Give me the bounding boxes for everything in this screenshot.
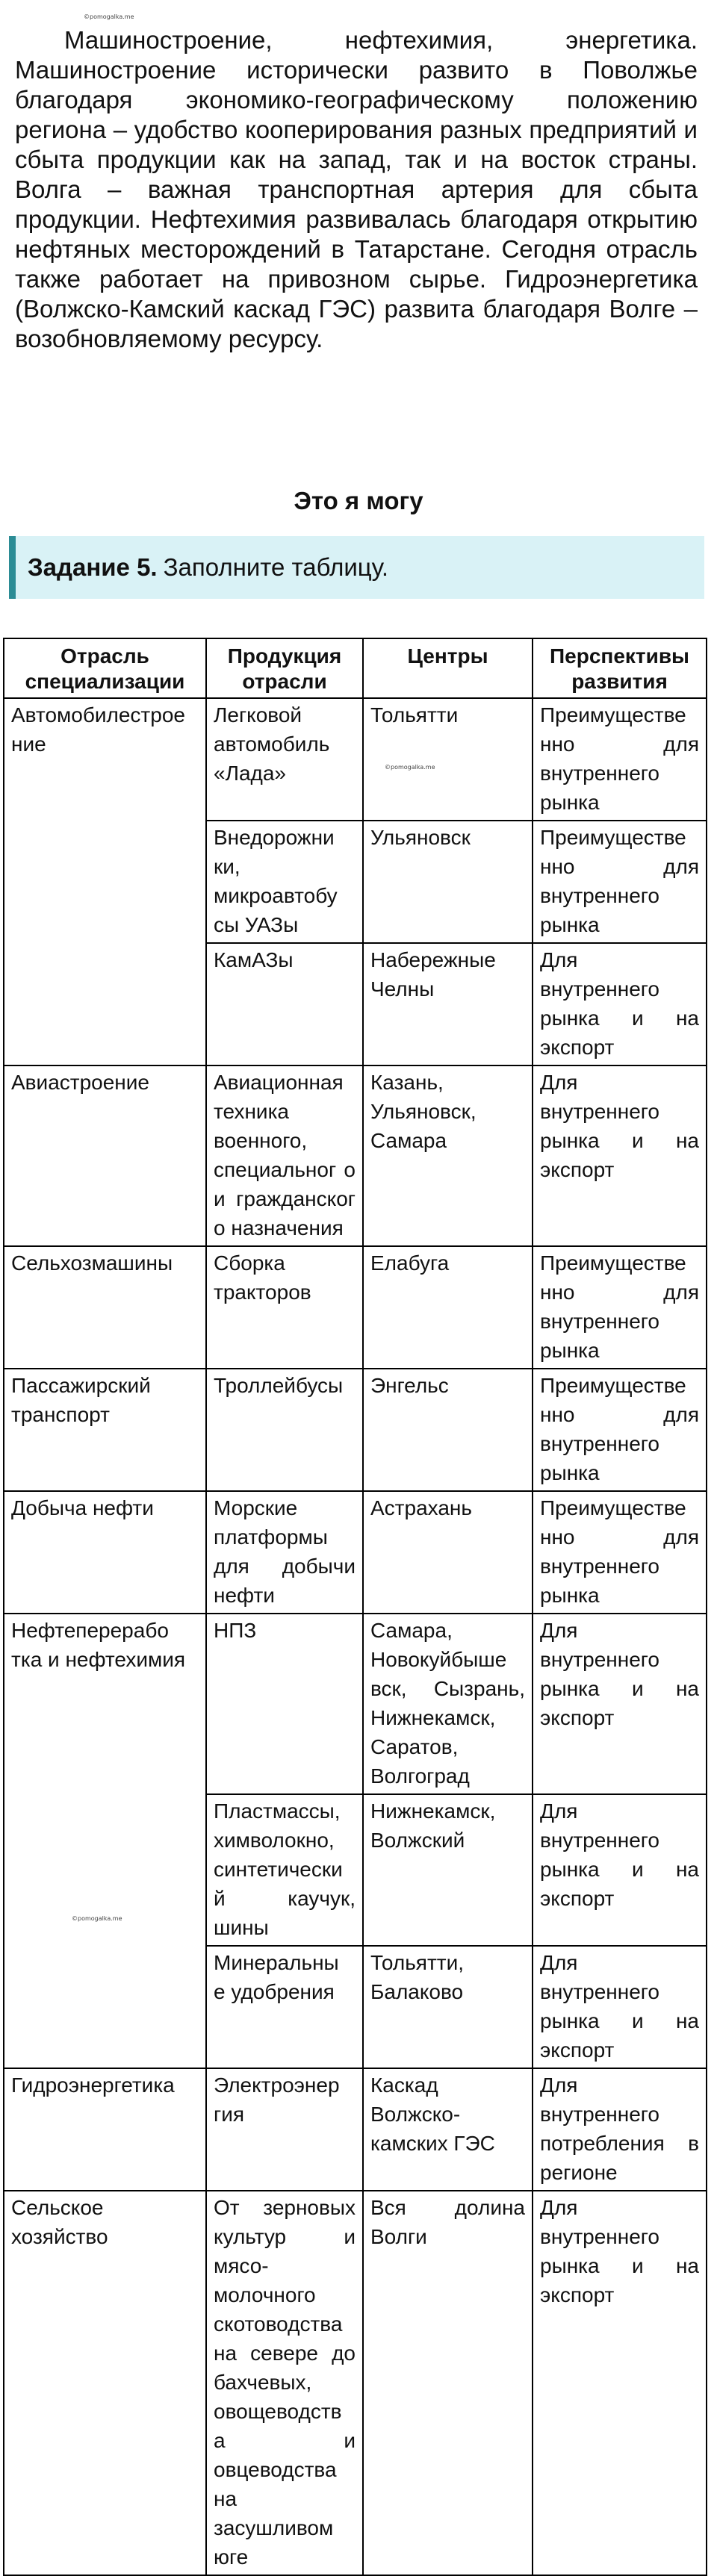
- table-cell: Для внутреннего рынка и на экспорт: [533, 1794, 707, 1946]
- table-cell: Преимуществе нно для внутреннего рынка: [533, 698, 707, 821]
- table-cell: Добыча нефти: [4, 1491, 206, 1614]
- table-cell: Сельское хозяйство: [4, 2191, 206, 2575]
- watermark-cell: ©pomogalka.me: [385, 764, 435, 771]
- table-cell: Казань, Ульяновск, Самара: [363, 1065, 533, 1246]
- table-cell: Преимуществе нно для внутреннего рынка: [533, 1246, 707, 1369]
- table-cell: Сельхозмашины: [4, 1246, 206, 1369]
- task-text: Заполните таблицу.: [163, 553, 389, 581]
- table-wrapper: [3, 638, 706, 2576]
- table-cell: Морские платформы для добычи нефти: [206, 1491, 363, 1614]
- table-cell: Легковой автомобиль «Лада»: [206, 698, 363, 821]
- table-cell: Тольятти, Балаково: [363, 1946, 533, 2068]
- watermark-cell: ©pomogalka.me: [72, 1915, 122, 1922]
- table-cell: НПЗ: [206, 1614, 363, 1794]
- table-cell: Для внутреннего рынка и на экспорт: [533, 1946, 707, 2068]
- table-cell: Самара, Новокуйбыше вск, Сызрань, Нижнекамск, Саратов, Волгоград: [363, 1614, 533, 1794]
- intro-paragraph: [15, 25, 698, 354]
- table-cell: Преимуществе нно для внутреннего рынка: [533, 821, 707, 943]
- table-row: [4, 698, 707, 821]
- header-cell: Центры: [363, 638, 533, 698]
- table-row: [4, 1369, 707, 1491]
- table-row: [4, 1491, 707, 1614]
- table-cell-text: Нефтеперерабо тка и нефтехимия: [11, 1619, 186, 1671]
- task-label: Задание 5.: [28, 553, 158, 581]
- table-cell: Преимуществе нно для внутреннего рынка: [533, 1491, 707, 1614]
- table-cell: Авиационная техника военного, специальног о и гражданског о назначения: [206, 1065, 363, 1246]
- table-cell: Троллейбусы: [206, 1369, 363, 1491]
- table-cell: Для внутреннего рынка и на экспорт: [533, 1614, 707, 1794]
- table-row: [4, 1614, 707, 1794]
- intro-text: Машиностроение, нефтехимия, энергетика. Машиностроение исторически развито в Поволжье благодаря экономико-географическому положению региона – удобство кооперирования разных предприятий и сбыта продукции как на запад, так и на восток страны. Волга – важная транспортная артерия для сбыта продукции. Нефтехимия развивалась благодаря открытию нефтяных месторождений в Татарстане. Сегодня отрасль также работает на привозном сырье. Гидроэнергетика (Волжско-Камский каскад ГЭС) развита благодаря Волге – возобновляемому ресурсу.: [15, 26, 698, 352]
- table-header-row: [4, 638, 707, 698]
- table-cell: Елабуга: [363, 1246, 533, 1369]
- table-row: [4, 2068, 707, 2191]
- table-cell: Электроэнер гия: [206, 2068, 363, 2191]
- table-cell: От зерновых культур и мясо-молочного скотоводства на севере до бахчевых, овощеводств а и овцеводства на засушливом юге: [206, 2191, 363, 2575]
- table-row: [4, 1246, 707, 1369]
- table-cell: Пассажирский транспорт: [4, 1369, 206, 1491]
- task-box: [9, 536, 704, 599]
- table-cell: Для внутреннего рынка и на экспорт: [533, 2191, 707, 2575]
- table-cell: Минеральны е удобрения: [206, 1946, 363, 2068]
- table-cell: Ульяновск: [363, 821, 533, 943]
- header-cell: Отрасль специализации: [4, 638, 206, 698]
- table-row: [4, 2191, 707, 2575]
- table-cell: Энгельс: [363, 1369, 533, 1491]
- table-cell: Сборка тракторов: [206, 1246, 363, 1369]
- table-cell: Для внутреннего потребления в регионе: [533, 2068, 707, 2191]
- header-cell: Продукция отрасли: [206, 638, 363, 698]
- table-cell: Набережные Челны: [363, 943, 533, 1065]
- table-row: [4, 1065, 707, 1246]
- table-cell: [4, 1614, 206, 2068]
- table-cell: [363, 698, 533, 821]
- table-cell: Вся долина Волги: [363, 2191, 533, 2575]
- table-cell: КамАЗы: [206, 943, 363, 1065]
- table-cell: Внедорожни ки, микроавтобу сы УАЗы: [206, 821, 363, 943]
- table-cell-text: Тольятти: [370, 703, 459, 727]
- table-cell: Преимуществе нно для внутреннего рынка: [533, 1369, 707, 1491]
- table-cell: Для внутреннего рынка и на экспорт: [533, 1065, 707, 1246]
- table-cell: Для внутреннего рынка и на экспорт: [533, 943, 707, 1065]
- table-cell: Гидроэнергетика: [4, 2068, 206, 2191]
- header-cell: Перспективы развития: [533, 638, 707, 698]
- table-cell: Автомобилестрое ние: [4, 698, 206, 1065]
- watermark-top: ©pomogalka.me: [84, 13, 134, 20]
- table-cell: Авиастроение: [4, 1065, 206, 1246]
- table-cell: Нижнекамск, Волжский: [363, 1794, 533, 1946]
- specialization-table: [3, 638, 707, 2576]
- section-title: Это я могу: [294, 487, 423, 514]
- table-cell: Каскад Волжско-камских ГЭС: [363, 2068, 533, 2191]
- table-cell: Пластмассы, химволокно, синтетически й каучук, шины: [206, 1794, 363, 1946]
- table-cell: Астрахань: [363, 1491, 533, 1614]
